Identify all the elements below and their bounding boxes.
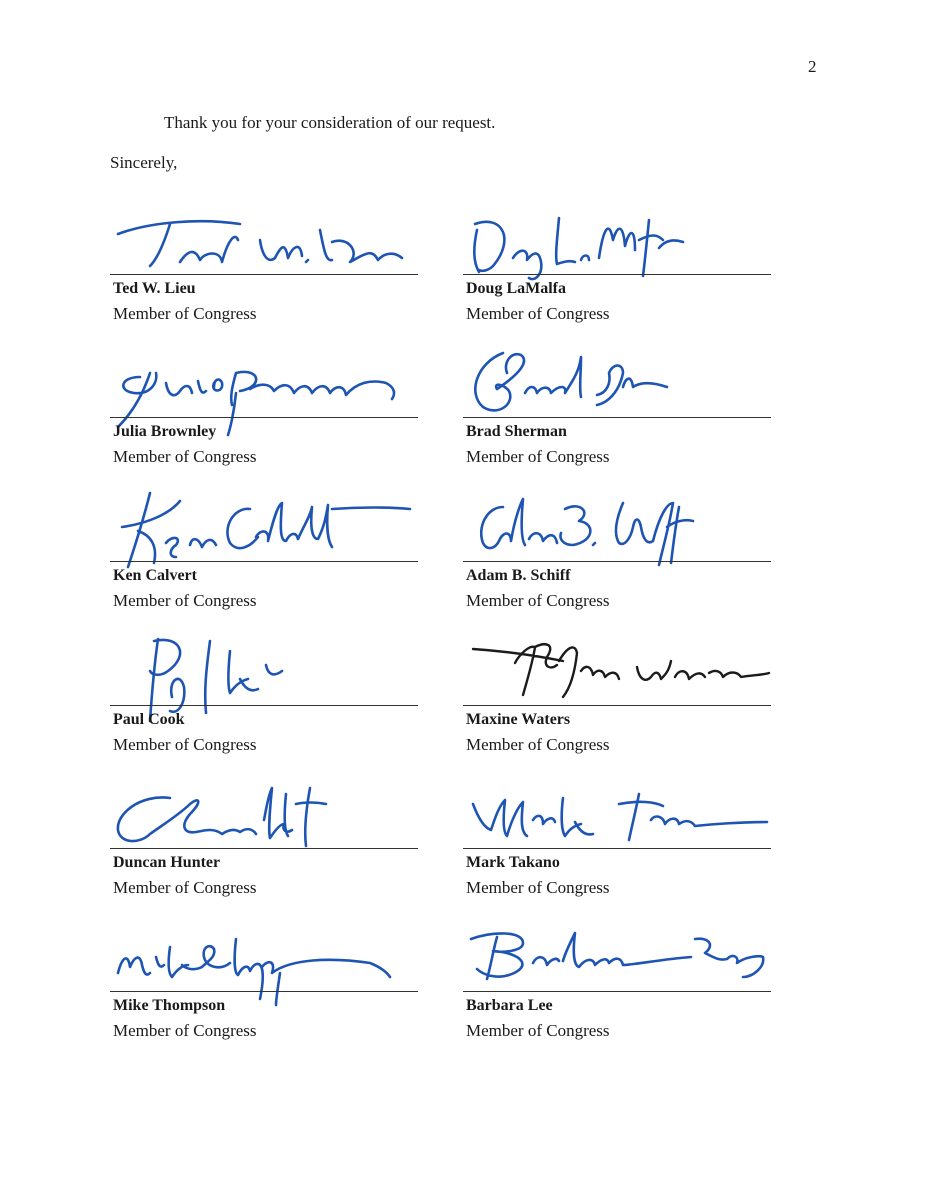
signature-block-duncan-hunter	[110, 802, 430, 942]
signatory-title: Member of Congress	[466, 591, 610, 610]
signatory-title: Member of Congress	[466, 1021, 610, 1040]
page-number: 2	[808, 57, 817, 76]
signatory-title: Member of Congress	[466, 304, 610, 323]
signature-block-maxine-waters	[463, 659, 783, 799]
signatory-name: Mike Thompson	[113, 997, 226, 1014]
signatory-name: Ken Calvert	[113, 567, 197, 584]
handwritten-signature	[110, 200, 420, 290]
salutation: Sincerely,	[110, 153, 178, 172]
signatory-title: Member of Congress	[113, 1021, 257, 1040]
signature-block-brad-sherman	[463, 371, 783, 511]
signatory-name: Maxine Waters	[466, 711, 571, 728]
signature-block-ted-lieu	[110, 228, 430, 368]
signatory-title: Member of Congress	[113, 447, 257, 466]
signature-block-doug-lamalfa	[463, 228, 783, 368]
signatory-name: Barbara Lee	[466, 997, 553, 1014]
signature-line	[463, 991, 771, 992]
signatory-title: Member of Congress	[466, 735, 610, 754]
signature-line	[110, 705, 418, 706]
signature-block-mark-takano	[463, 802, 783, 942]
signature-line	[463, 705, 771, 706]
signature-block-ken-calvert	[110, 515, 430, 655]
signatory-name: Paul Cook	[113, 711, 185, 728]
signature-block-mike-thompson	[110, 945, 430, 1085]
signatory-name: Ted W. Lieu	[113, 280, 196, 297]
signatory-title: Member of Congress	[466, 447, 610, 466]
signature-line	[463, 417, 771, 418]
signatory-name: Mark Takano	[466, 854, 560, 871]
signature-block-adam-schiff	[463, 515, 783, 655]
signature-line	[110, 848, 418, 849]
signature-line	[463, 848, 771, 849]
signatory-title: Member of Congress	[113, 878, 257, 897]
handwritten-signature	[463, 200, 773, 290]
signatory-title: Member of Congress	[113, 304, 257, 323]
signatory-name: Brad Sherman	[466, 423, 567, 440]
signatory-name: Duncan Hunter	[113, 854, 221, 871]
signature-line	[110, 991, 418, 992]
signature-line	[463, 561, 771, 562]
signatory-title: Member of Congress	[113, 735, 257, 754]
signature-block-paul-cook	[110, 659, 430, 799]
signature-block-barbara-lee	[463, 945, 783, 1085]
signatory-name: Julia Brownley	[113, 423, 217, 440]
signature-line	[110, 417, 418, 418]
closing-line: Thank you for your consideration of our request.	[164, 113, 496, 132]
signatory-title: Member of Congress	[466, 878, 610, 897]
signatory-name: Doug LaMalfa	[466, 280, 566, 297]
signature-line	[463, 274, 771, 275]
signatory-name: Adam B. Schiff	[466, 567, 571, 584]
signature-line	[110, 561, 418, 562]
signature-block-julia-brownley	[110, 371, 430, 511]
signatory-title: Member of Congress	[113, 591, 257, 610]
signature-line	[110, 274, 418, 275]
